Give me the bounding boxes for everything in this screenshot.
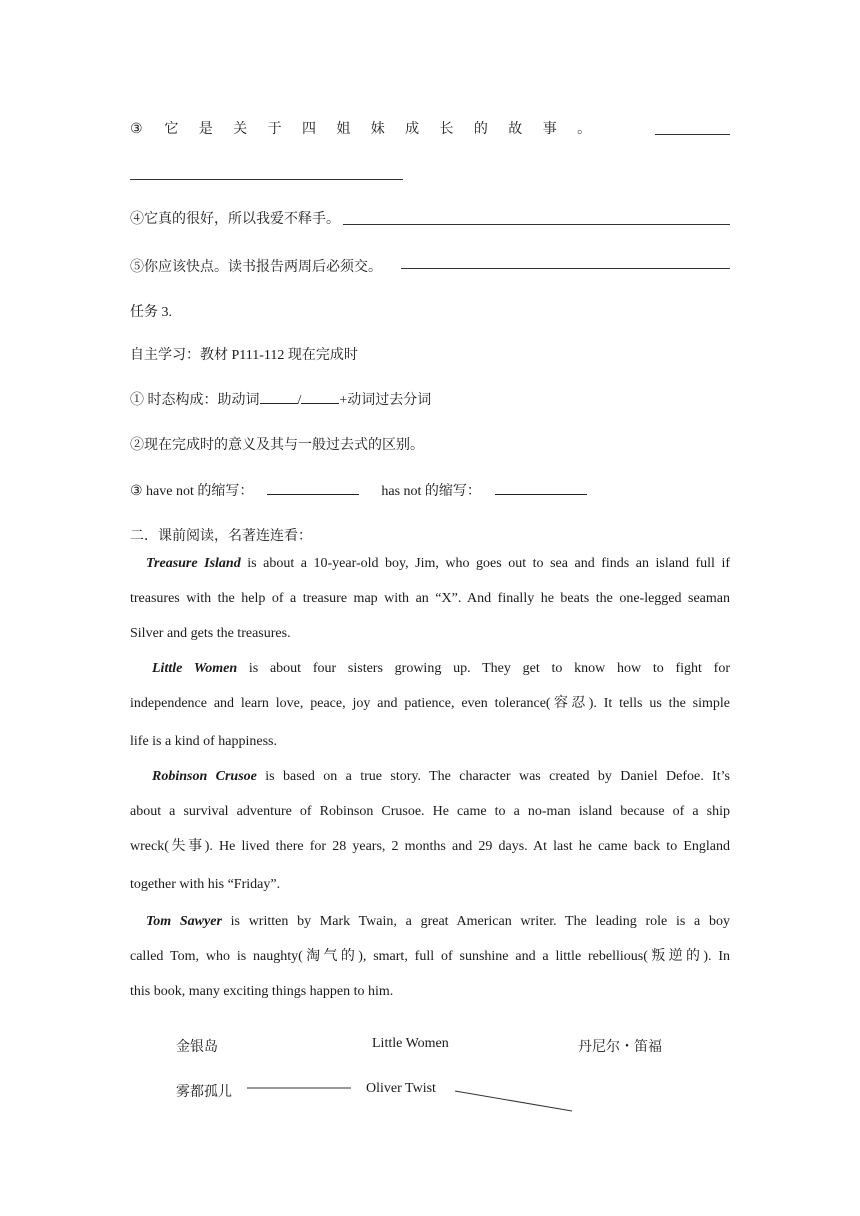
match-item: 金银岛: [176, 1040, 218, 1055]
paragraph-line: this book, many exciting things happen to him.: [130, 984, 394, 999]
paragraph-line: about a survival adventure of Robinson Crusoe. He came to a no-man island because of a ship: [130, 804, 730, 819]
q4-text: ④它真的很好，所以我爱不释手。: [130, 212, 340, 227]
section2-heading: 二．课前阅读，名著连连看：: [130, 529, 312, 544]
q3-char: 姐: [336, 122, 351, 137]
match-item: Oliver Twist: [366, 1081, 436, 1096]
q3-char: ③: [130, 122, 143, 137]
book-title: Tom Sawyer: [146, 914, 222, 929]
paragraph-line: Little Women is about four sisters growing up. They get to know how to fight for: [152, 661, 730, 676]
q3-char: 是: [198, 122, 213, 137]
q3-char: 事: [542, 122, 557, 137]
paragraph-line: called Tom, who is naughty(淘气的), smart, full of sunshine and a little rebellious(叛逆的). In: [130, 949, 730, 964]
paragraph-line: together with his “Friday”.: [130, 877, 281, 892]
paragraph-line: Robinson Crusoe is based on a true story. The character was created by Daniel Defoe. It’s: [152, 769, 730, 784]
match-item: 丹尼尔・笛福: [578, 1040, 662, 1055]
match-item: 雾都孤儿: [176, 1085, 232, 1100]
task3-item2: ②现在完成时的意义及其与一般过去式的区别。: [130, 438, 424, 453]
task3-study: 自主学习：教材 P111-112 现在完成时: [130, 348, 358, 363]
item1-suffix: +动词过去分词: [339, 393, 432, 408]
item1-separator: /: [297, 393, 302, 408]
book-title: Little Women: [152, 661, 238, 676]
paragraph-line: independence and learn love, peace, joy and patience, even tolerance(容忍). It tells us the simple: [130, 696, 730, 711]
q5-text: ⑤你应该快点。读书报告两周后必须交。: [130, 260, 382, 275]
book-title: Treasure Island: [146, 556, 241, 571]
paragraph-line: Treasure Island is about a 10-year-old boy, Jim, who goes out to sea and finds an island full if: [146, 556, 730, 571]
q3-char: 长: [439, 122, 454, 137]
paragraph-line: treasures with the help of a treasure map with an “X”. And finally he beats the one-legged seaman: [130, 591, 730, 606]
q3-char: 它: [164, 122, 179, 137]
q3-char: 成: [405, 122, 420, 137]
task3-heading: 任务 3.: [130, 305, 172, 320]
q3-char: 关: [233, 122, 248, 137]
match-item: Little Women: [372, 1036, 449, 1051]
q3-char: 故: [508, 122, 523, 137]
book-title: Robinson Crusoe: [152, 769, 257, 784]
paragraph-line: Silver and gets the treasures.: [130, 626, 291, 641]
q3-char: 于: [267, 122, 282, 137]
match-line: [455, 1091, 572, 1111]
q3-char: 四: [301, 122, 316, 137]
q3-char: 的: [473, 122, 488, 137]
item3-prefix: ③ have not 的缩写：: [130, 484, 254, 499]
paragraph-line: wreck(失事). He lived there for 28 years, 2 months and 29 days. At last he came back to England: [130, 839, 730, 854]
q3-char: 。: [577, 122, 592, 137]
q3-char: 妹: [370, 122, 385, 137]
item3-middle: has not 的缩写：: [381, 484, 481, 499]
paragraph-line: Tom Sawyer is written by Mark Twain, a great American writer. The leading role is a boy: [146, 914, 730, 929]
item1-prefix: ① 时态构成：助动词: [130, 393, 260, 408]
paragraph-line: life is a kind of happiness.: [130, 734, 277, 749]
